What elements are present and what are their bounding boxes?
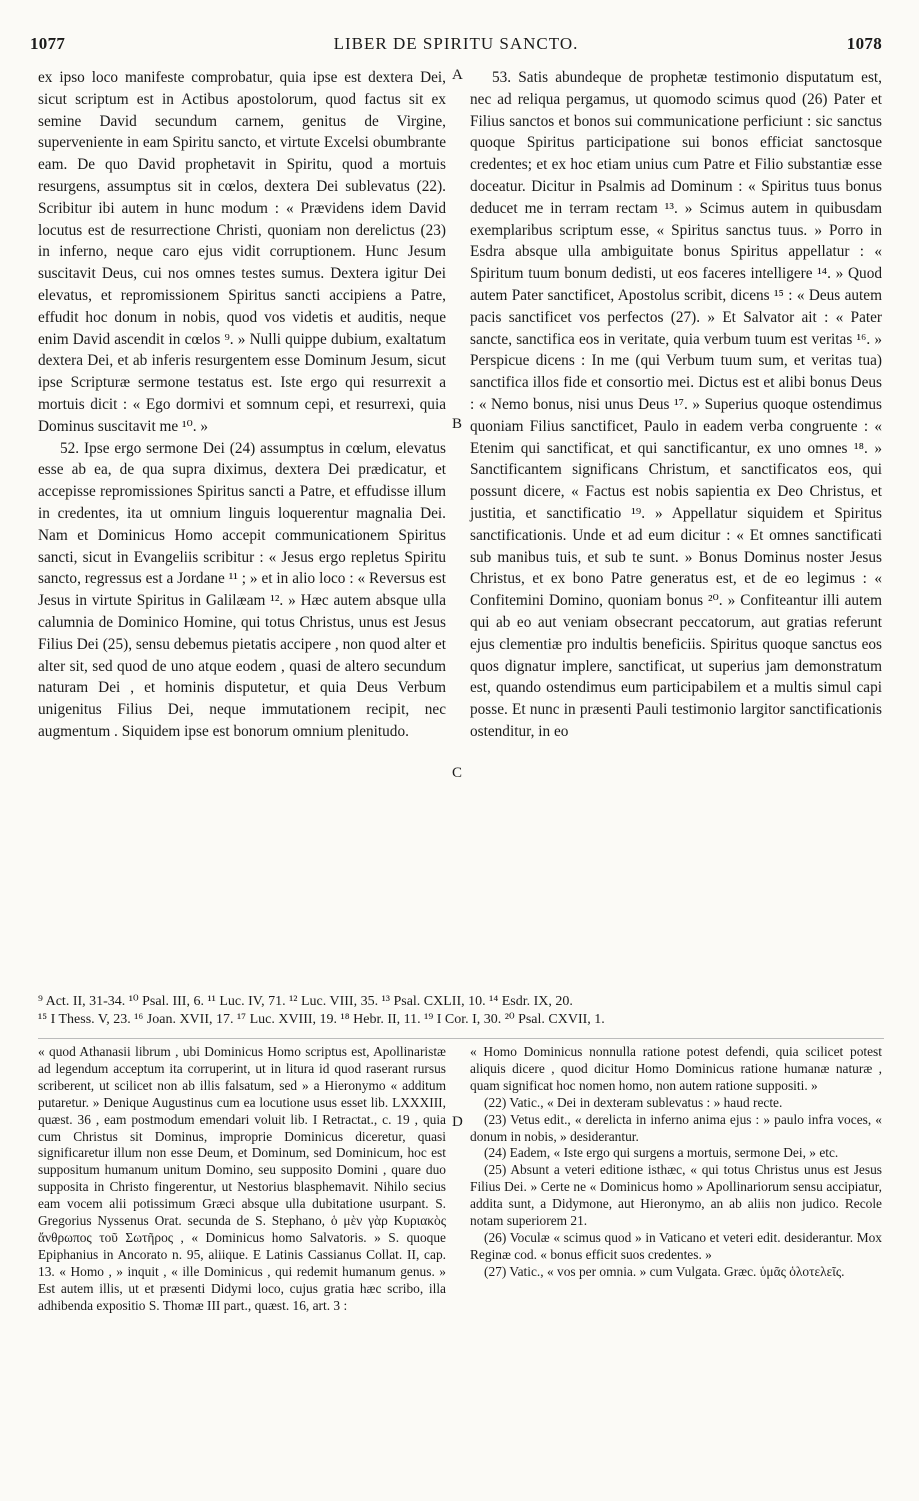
margin-letter-d: D (452, 1114, 463, 1130)
running-title: LIBER DE SPIRITU SANCTO. (333, 34, 579, 53)
note-26: (26) Voculæ « scimus quod » in Vaticano et veteri edit. desiderantur. Mox Reginæ cod. « bonus efficit suos credentes. » (470, 1229, 882, 1262)
paragraph-51-continued: ex ipso loco manifeste comprobatur, quia ipse est dextera Dei, sicut scriptum est in Actibus apostolorum, quod factus sit ex semine David secundum carnem, genitus de Virgine, superveniente in eam Spiritu sancto, et virtute Excelsi obumbrante eam. De quo David prophetavit in Spiritu, quod a mortuis resurgens, assumptus sit in cœlos, dextera Dei sublevatus (22). Scribitur ibi autem in hunc modum : « Prævidens idem David locutus est de resurrectione Christi, quoniam non derelictus (23) in inferno, neque caro ejus vidit corruptionem. Hunc Jesum suscitavit Deus, cui nos omnes testes sumus. Dextera igitur Dei elevatus, et repromissionem Spiritus sancti accipiens a Patre, effudit hoc donum in nobis, quod vos videtis et auditis, neque enim David ascendit in cœlos ⁹. » Nulli quippe dubium, exaltatum dextera Dei, et ab inferis resurgentem esse Dominum Jesum, sicut ipse Scripturæ sermone testatus est. Iste ergo qui resurrexit a mortuis dicit : « Ego dormivi et somnum cepi, et resurrexi, quia Dominus suscitavit me ¹⁰. » (38, 69, 446, 435)
margin-letter-c: C (452, 765, 463, 781)
note-continued-end: « Homo Dominicus nonnulla ratione potest defendi, quia scilicet potest aliquis dicere , quod dicitur Homo Dominicus ratione humanæ naturæ , quam significat hoc nomen homo, non autem ratione suppositi. » (470, 1044, 882, 1093)
note-27: (27) Vatic., « vos per omnia. » cum Vulgata. Græc. ὑμᾶς ὁλοτελεῖς. (484, 1263, 845, 1279)
page-header (30, 34, 882, 58)
note-23: (23) Vetus edit., « derelicta in inferno anima ejus : » paulo infra voces, « donum in nobis, » desiderantur. (470, 1111, 882, 1144)
note-24: (24) Eadem, « Iste ergo qui surgens a mortuis, sermone Dei, » etc. (484, 1145, 839, 1161)
footnote-refs-line-2: ¹⁵ I Thess. V, 23. ¹⁶ Joan. XVII, 17. ¹⁷ Luc. XVIII, 19. ¹⁸ Hebr. II, 11. ¹⁹ I Cor. I, 30. ²⁰ Psal. CXVII, 1. (38, 1012, 605, 1027)
footnote-refs-line-1: ⁹ Act. II, 31-34. ¹⁰ Psal. III, 6. ¹¹ Luc. IV, 71. ¹² Luc. VIII, 35. ¹³ Psal. CXLII, 10. ¹⁴ Esdr. IX, 20. (38, 994, 573, 1009)
main-column-right (470, 67, 882, 743)
notes-divider (38, 1038, 884, 1039)
note-continued: « quod Athanasii librum , ubi Dominicus Homo scriptus est, Apollinaristæ ad legendum acceptum ita corruperint, ut in litura id quod raserant rursus scriberent, ut scilicet non ab illis falsatum, sed » a Hieronymo « additum putaretur. » Denique Augustinus cum ea locutione usus esset lib. LXXXIII, quæst. 36 , eam postmodum emendari voluit lib. I Retractat., c. 19 , quia cum Christus sit Dominus, improprie Dominicus diceretur, quasi significaretur illum non esse Deum, et Dominum, sed Dominicum, hoc est suppositum humanum unitum Domino, seu supposito Domini , quare duo supposita in Christo fingerentur, ut Nestorius blasphemavit. Nihilo secius eam vocem alii potissimum Græci absque ulla dubitatione usurpant. S. Gregorius Nyssenus Orat. secunda de S. Stephano, ὁ μὲν γὰρ Κυριακὸς ἄνθρωπος τοῦ Σωτῆρος , « Dominicus homo Salvatoris. » S. quoque Epiphanius in Ancorato n. 95, aliique. E Latinis Cassianus Collat. II, cap. 13. « Homo , » inquit , « ille Dominicus , qui redemit humanum genus. » Est autem illis, ut et præsenti Didymi loco, cujus gratia hæc scribo, illa adhibenda expositio S. Thomæ III part., quæst. 16, art. 3 : (38, 1044, 446, 1313)
margin-letter-b: B (452, 416, 463, 432)
paragraph-52: 52. Ipse ergo sermone Dei (24) assumptus in cœlum, elevatus esse ab ea, de qua supra diximus, dextera Dei prædicatur, et accepisse repromissiones Spiritus sancti a Patre, et effudisse illum in credentes, ita ut omnium linguis loquerentur magnalia Dei. Nam et Dominicus Homo accepit communicationem Spiritus sancti, sicut in Evangeliis scribitur : « Jesus ergo repletus Spiritu sancto, regressus est a Jordane ¹¹ ; » et in alio loco : « Reversus est Jesus in virtute Spiritus in Galilæam ¹². » Hæc autem absque ulla calumnia de Dominico Homine, qui totus Christus, unus est Jesus Filius Dei (25), sensu debemus pietatis accipere , non quod alter et alter sit, sed quod de uno atque eodem , quasi de altero secundum naturam Dei , et hominis disputetur, et quia Deus Verbum unigenitus Filius Dei, neque immutationem recipit, nec augmentum . Siquidem ipse est bonorum omnium plenitudo. (38, 439, 446, 740)
page-number-right: 1078 (846, 34, 882, 53)
main-column-left (38, 67, 446, 743)
note-22: (22) Vatic., « Dei in dexteram sublevatus : » haud recte. (484, 1094, 783, 1110)
notes-column-left (38, 1044, 446, 1315)
notes-column-right (470, 1044, 882, 1281)
paragraph-53: 53. Satis abundeque de prophetæ testimonio disputatum est, nec ad reliqua pergamus, ut quomodo scimus quod (26) Pater et Filius sanctos et bonos sui communicatione perficiunt : sic sanctus quoque Spiritus participatione sui bonos efficiat sanctosque credentes; et ex hoc etiam unius cum Patre et Filio substantiæ esse doceatur. Dicitur in Psalmis ad Dominum : « Spiritus tuus bonus deducet me in terram rectam ¹³. » Scimus autem in quibusdam exemplaribus scriptum esse, « Spiritus sanctus tuus. » Porro in Esdra absque ulla ambiguitate bonus Spiritus appellatur : « Spiritum tuum bonum dedisti, ut eos faceres intelligere ¹⁴. » Quod autem Pater sanctificet, Apostolus scribit, dicens ¹⁵ : « Deus autem pacis sanctificet vos perfectos (27). » Et Salvator ait : « Pater sancte, sanctifica eos in veritate, quia verbum tuum est veritas ¹⁶. » Perspicue dicens : In me (qui Verbum tuum sum, et veritas tua) sanctifica illos fide et consortio mei. Dictus est et alibi bonus Deus : « Nemo bonus, nisi unus Deus ¹⁷. » Superius quoque ostendimus quoniam Filius sanctificet, Paulo in eadem verba congruente : « Etenim qui sanctificat, et qui sanctificantur, ex uno omnes ¹⁸. » Sanctificantem significans Christum, et sanctificatos eos, qui possunt dicere, « Factus est nobis sapientia ex Deo Christus, et justitia, et sanctificatio ¹⁹. » Appellatur siquidem et Spiritus sanctificationis. Unde et ad eum dicitur : « Et omnes sanctificati sub manibus tuis, et sub te sunt. » Bonus Dominus noster Jesus Christus, et ex bono Patre generatus est, et de eo legimus : « Confitemini Domino, quoniam bonus ²⁰. » Confiteantur illi autem qui ab eo aut veniam obsecrant peccatorum, aut gratias referunt ejus clementiæ pro indultis beneficiis. Spiritus quoque sanctus eos quos dignatur implere, sanctificat, ut superius jam demonstratum est, quando ostendimus eum participabilem et a multis simul capi posse. Et nunc in præsenti Pauli testimonio largitor sanctificationis ostenditur, in eo (470, 69, 882, 740)
note-25: (25) Absunt a veteri editione isthæc, « qui totus Christus unus est Jesus Filius Dei. » Certe ne « Dominicus homo » Apollinariorum sensu accipiatur, addita sunt, a Didymone, aut Hieronymo, an ab aliis non judico. Recole notam superiorem 21. (470, 1162, 882, 1229)
margin-letter-a: A (452, 67, 463, 83)
page-number-left: 1077 (30, 34, 66, 53)
